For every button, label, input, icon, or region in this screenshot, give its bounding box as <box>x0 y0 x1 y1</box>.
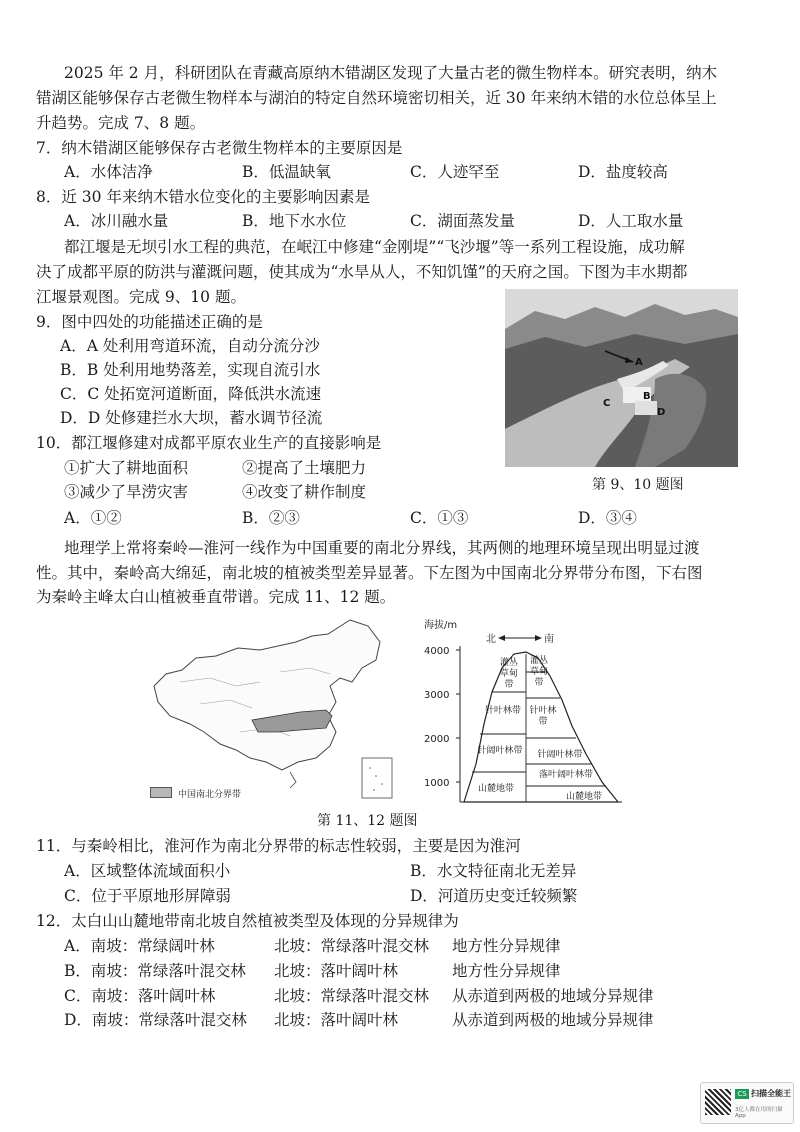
q7-option-c: C．人迹罕至 <box>410 163 500 181</box>
q8-option-a: A．冰川融水量 <box>64 212 169 230</box>
q12-stem: 12．太白山山麓地带南北坡自然植被类型及体现的分异规律为 <box>36 912 459 930</box>
camscanner-tagline: 3亿人都在用的扫描App <box>735 1107 783 1119</box>
profile-y-axis-label: 海拔/m <box>424 620 458 631</box>
q12-b-law: 地方性分异规律 <box>452 962 561 980</box>
intro-9-10-line1: 都江堰是无坝引水工程的典范，在岷江中修建“金刚堤”“飞沙堰”等一系列工程设施，成功解 <box>64 238 685 256</box>
photo-label-c: C <box>603 398 611 409</box>
q9-stem: 9．图中四处的功能描述正确的是 <box>36 313 263 331</box>
profile-tick-2000: 2000 <box>424 734 450 745</box>
north-zone-conifer: 针叶林带 <box>484 706 521 716</box>
intro-11-12-line2: 性。其中，秦岭高大绵延，南北坡的植被类型差异显著。下左图为中国南北分界带分布图，下右图 <box>36 564 703 582</box>
intro-9-10-line2: 决了成都平原的防洪与灌溉问题，使其成为“水旱从人，不知饥馑”的天府之国。下图为丰水期都 <box>36 263 688 281</box>
profile-south-label: 南 <box>544 634 554 645</box>
legend-swatch <box>150 787 172 798</box>
south-zone-foothill: 山麓地带 <box>565 792 602 802</box>
map-legend-label: 中国南北分界带 <box>178 790 242 800</box>
q12-d-north: 北坡：落叶阔叶林 <box>274 1011 399 1029</box>
profile-tick-1000: 1000 <box>424 778 450 789</box>
q11-option-d: D．河道历史变迁较频繁 <box>410 887 578 905</box>
q9-option-c: C．C 处拓宽河道断面，降低洪水流速 <box>60 385 322 403</box>
q9-option-a: A．A 处利用弯道环流，自动分流分沙 <box>60 337 320 355</box>
intro-7-8-line1: 2025 年 2 月，科研团队在青藏高原纳木错湖区发现了大量古老的微生物样本。研究表明，纳木 <box>64 64 718 82</box>
q8-option-d: D．人工取水量 <box>578 212 684 230</box>
q12-b-south: B．南坡：常绿落叶混交林 <box>64 962 246 980</box>
camscanner-watermark <box>700 1082 794 1124</box>
photo-label-d: D <box>657 407 666 418</box>
south-zone-deciduous: 落叶阔叶林带 <box>538 770 593 780</box>
q10-item-1: ①扩大了耕地面积 <box>64 459 189 477</box>
china-north-south-boundary-map <box>140 612 398 812</box>
q7-option-d: D．盐度较高 <box>578 163 668 181</box>
q12-a-south: A．南坡：常绿阔叶林 <box>64 937 215 955</box>
q12-d-south: D．南坡：常绿落叶混交林 <box>64 1011 247 1029</box>
q10-option-b: B．②③ <box>242 509 300 527</box>
q8-option-b: B．地下水水位 <box>242 212 347 230</box>
intro-7-8-line2: 错湖区能够保存古老微生物样本与湖泊的特定自然环境密切相关，近 30 年来纳木错的水位总体呈上 <box>36 89 717 107</box>
q12-a-law: 地方性分异规律 <box>452 937 561 955</box>
south-zone-conifer: 针叶林带 <box>529 706 557 727</box>
q7-option-b: B．低温缺氧 <box>242 163 331 181</box>
camscanner-name: 扫描全能王 <box>751 1089 791 1098</box>
profile-tick-4000: 4000 <box>424 646 450 657</box>
q11-option-c: C．位于平原地形屏障弱 <box>64 887 231 905</box>
north-zone-shrub-meadow: 灌丛草甸带 <box>499 658 518 690</box>
q10-stem: 10．都江堰修建对成都平原农业生产的直接影响是 <box>36 434 382 452</box>
q12-a-north: 北坡：常绿落叶混交林 <box>274 937 430 955</box>
photo-label-b: B <box>643 391 651 402</box>
north-zone-mixed: 针阔叶林带 <box>477 746 523 756</box>
q10-item-3: ③减少了旱涝灾害 <box>64 483 189 501</box>
photo-label-a: A <box>635 357 643 368</box>
camscanner-badge: CS <box>735 1089 749 1099</box>
figure-11-12-caption: 第 11、12 题图 <box>317 813 418 829</box>
q7-option-a: A．水体洁净 <box>64 163 153 181</box>
q12-c-law: 从赤道到两极的地域分异规律 <box>452 987 654 1005</box>
q8-stem: 8．近 30 年来纳木错水位变化的主要影响因素是 <box>36 188 370 206</box>
q8-option-c: C．湖面蒸发量 <box>410 212 515 230</box>
q12-c-north: 北坡：常绿落叶混交林 <box>274 987 430 1005</box>
profile-north-label: 北 <box>486 634 496 645</box>
q12-c-south: C．南坡：落叶阔叶林 <box>64 987 216 1005</box>
south-china-sea-inset <box>362 758 392 798</box>
dujiangyan-landscape-illustration <box>505 289 738 467</box>
q10-option-c: C．①③ <box>410 509 469 527</box>
qr-code-icon <box>705 1089 731 1115</box>
q9-option-d: D．D 处修建拦水大坝，蓄水调节径流 <box>60 409 323 427</box>
photo-caption: 第 9、10 题图 <box>592 477 684 493</box>
q12-b-north: 北坡：落叶阔叶林 <box>274 962 399 980</box>
q10-option-a: A．①② <box>64 509 122 527</box>
q11-stem: 11．与秦岭相比，淮河作为南北分界带的标志性较弱，主要是因为淮河 <box>36 837 521 855</box>
q7-stem: 7．纳木错湖区能够保存古老微生物样本的主要原因是 <box>36 139 403 157</box>
taibai-vegetation-profile <box>410 614 628 810</box>
intro-9-10-line3: 江堰景观图。完成 9、10 题。 <box>36 288 246 306</box>
north-zone-foothill: 山麓地带 <box>477 784 514 794</box>
south-zone-shrub-meadow: 灌丛草甸带 <box>529 656 548 688</box>
q12-d-law: 从赤道到两极的地域分异规律 <box>452 1011 654 1029</box>
dujiangyan-photo <box>505 289 738 467</box>
profile-tick-3000: 3000 <box>424 690 450 701</box>
q10-option-d: D．③④ <box>578 509 637 527</box>
south-zone-mixed: 针阔叶林带 <box>537 750 583 760</box>
intro-11-12-line1: 地理学上常将秦岭—淮河一线作为中国重要的南北分界线，其两侧的地理环境呈现出明显过渡 <box>64 539 700 557</box>
intro-7-8-line3: 升趋势。完成 7、8 题。 <box>36 114 206 132</box>
q10-item-2: ②提高了土壤肥力 <box>242 459 367 477</box>
map-legend <box>150 782 241 801</box>
q11-option-b: B．水文特征南北无差异 <box>410 862 577 880</box>
q11-option-a: A．区域整体流域面积小 <box>64 862 231 880</box>
q9-option-b: B．B 处利用地势落差，实现自流引水 <box>60 361 321 379</box>
q10-item-4: ④改变了耕作制度 <box>242 483 367 501</box>
intro-11-12-line3: 为秦岭主峰太白山植被垂直带谱。完成 11、12 题。 <box>36 588 396 606</box>
